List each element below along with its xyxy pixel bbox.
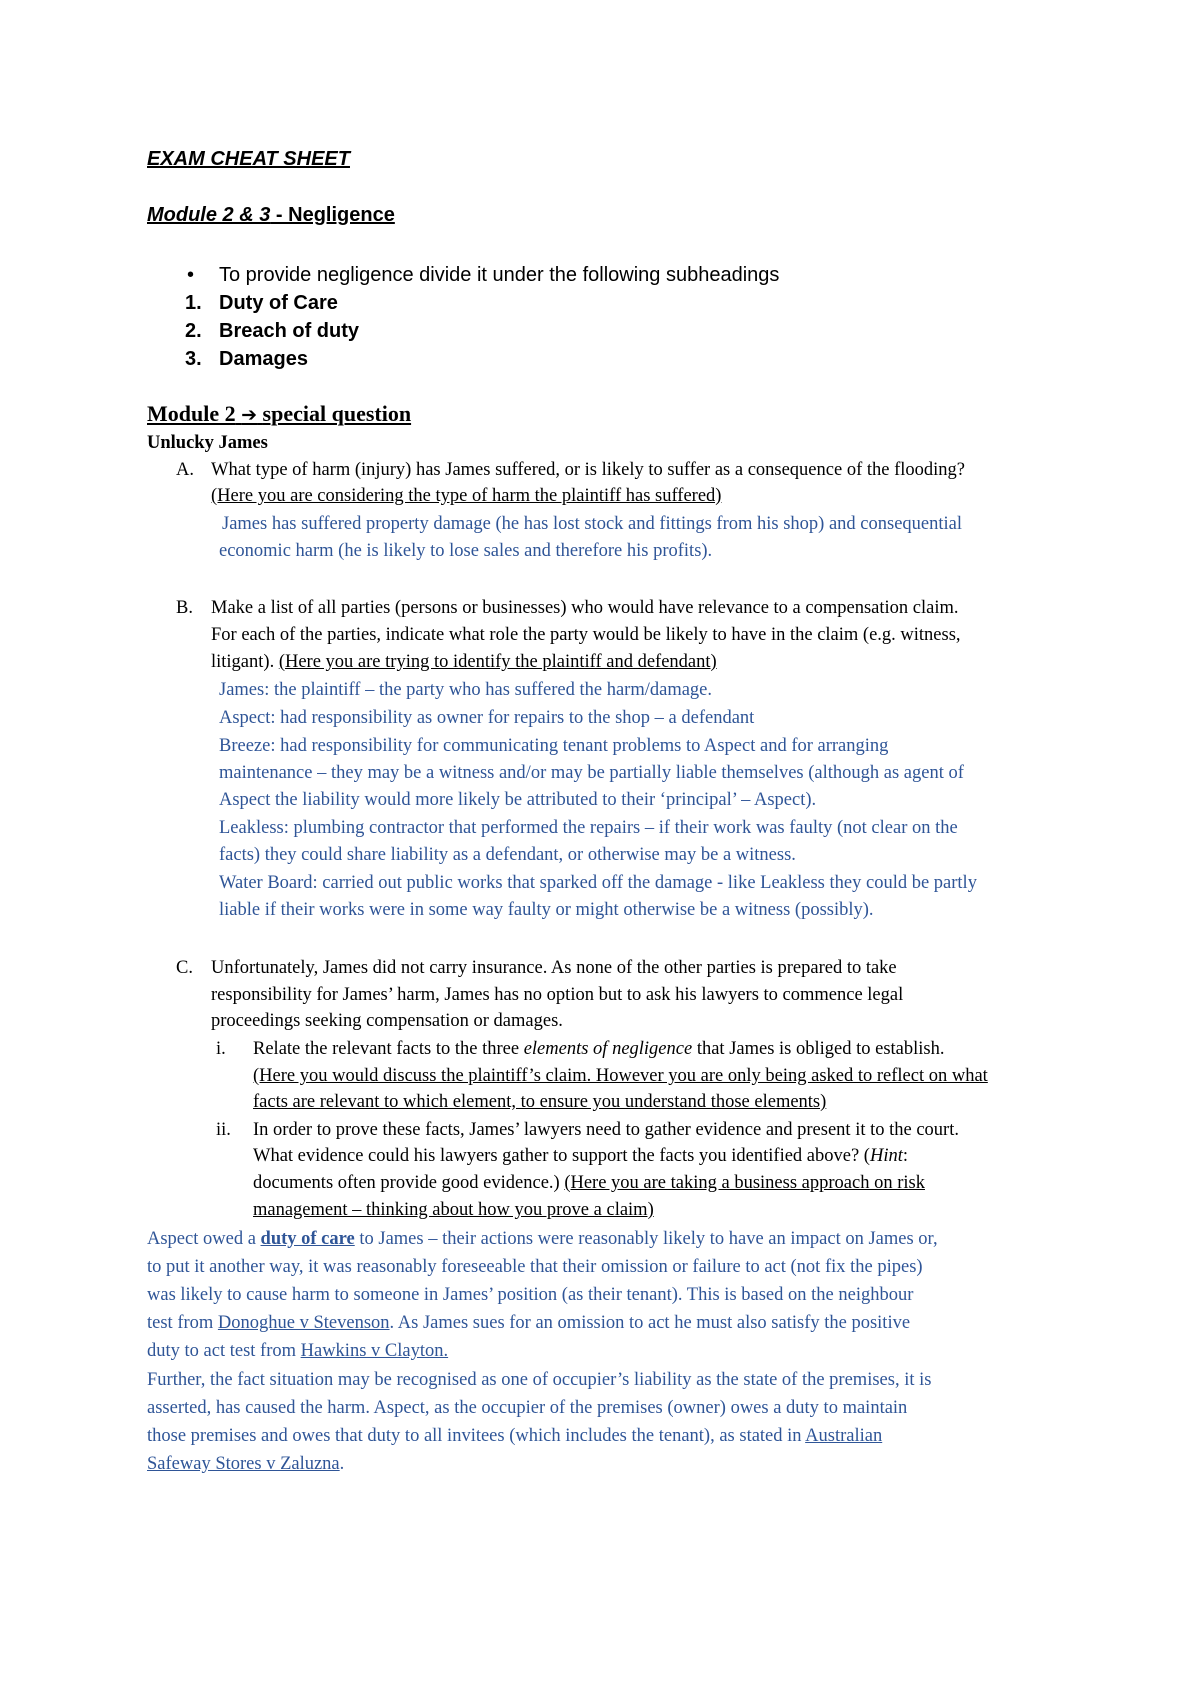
question-b-answer-line: Breeze: had responsibility for communicating tenant problems to Aspect and for arranging	[219, 736, 889, 756]
question-b-marker: B.	[176, 598, 193, 618]
answer-c-line: to put it another way, it was reasonably foreseeable that their omission or failure to act (not fix the pipes)	[147, 1257, 923, 1277]
question-b-answer-line: facts) they could share liability as a defendant, or otherwise may be a witness.	[219, 845, 796, 865]
answer-c-line: duty to act test from Hawkins v Clayton.	[147, 1341, 449, 1361]
numbered-marker: 2.	[185, 320, 202, 342]
sub-i-text: Relate the relevant facts to the three elements of negligence that James is obliged to establish.	[253, 1039, 945, 1059]
sub-i-marker: i.	[216, 1039, 226, 1059]
question-b-answer-line: Water Board: carried out public works that sparked off the damage - like Leakless they could be partly	[219, 873, 977, 893]
case-title: Unlucky James	[147, 433, 268, 453]
emphasis-elements: elements of negligence	[523, 1039, 693, 1059]
numbered-marker: 3.	[185, 348, 202, 370]
question-b-answer-line: Aspect: had responsibility as owner for repairs to the shop – a defendant	[219, 708, 755, 728]
sub-ii-hint: management – thinking about how you prove a claim)	[253, 1200, 654, 1220]
question-b-answer-line: Leakless: plumbing contractor that performed the repairs – if their work was faulty (not clear on the	[219, 818, 958, 838]
hawkins-link[interactable]: Hawkins v Clayton.	[300, 1341, 449, 1361]
answer-c-line: Safeway Stores v Zaluzna.	[147, 1454, 345, 1474]
module-2-subtitle: special question	[262, 401, 412, 426]
question-a-hint: (Here you are considering the type of harm the plaintiff has suffered)	[211, 486, 722, 506]
numbered-text: Damages	[219, 348, 308, 370]
answer-c-line: test from Donoghue v Stevenson. As James sues for an omission to act he must also satisfy the positive	[147, 1313, 911, 1333]
safeway-zaluzna-link[interactable]: Safeway Stores v Zaluzna	[147, 1454, 340, 1474]
answer-c-line: Further, the fact situation may be recognised as one of occupier’s liability as the state of the premises, it is	[147, 1370, 932, 1390]
numbered-marker: 1.	[185, 292, 202, 314]
sub-ii-text: What evidence could his lawyers gather to support the facts you identified above? (Hint:	[253, 1146, 908, 1166]
arrow-icon: ➔	[241, 404, 258, 426]
sub-ii-marker: ii.	[216, 1120, 231, 1140]
answer-c-line: those premises and owes that duty to all invitees (which includes the tenant), as stated in Australian	[147, 1426, 883, 1446]
question-b-answer-line: James: the plaintiff – the party who has suffered the harm/damage.	[219, 680, 713, 700]
module-heading-number: Module 2 & 3	[147, 204, 271, 226]
question-c-text: proceedings seeking compensation or damages.	[211, 1011, 563, 1031]
duty-of-care-link[interactable]: duty of care	[260, 1229, 355, 1249]
question-b-hint: (Here you are trying to identify the plaintiff and defendant)	[278, 652, 717, 672]
answer-c-line: asserted, has caused the harm. Aspect, as the occupier of the premises (owner) owes a duty to maintain	[147, 1398, 908, 1418]
module-heading-topic: - Negligence	[270, 204, 395, 226]
numbered-text: Duty of Care	[219, 292, 338, 314]
australian-safeway-link[interactable]: Australian	[805, 1426, 883, 1446]
module-heading	[147, 204, 395, 227]
question-b-text: Make a list of all parties (persons or businesses) who would have relevance to a compensation claim.	[211, 598, 959, 618]
question-b-answer-line: maintenance – they may be a witness and/or may be partially liable themselves (although as agent of	[219, 763, 964, 783]
sub-ii-text: documents often provide good evidence.) (Here you are taking a business approach on risk	[253, 1173, 925, 1193]
numbered-text: Breach of duty	[219, 320, 360, 342]
question-b-text-last: litigant). (Here you are trying to identify the plaintiff and defendant)	[211, 652, 717, 672]
intro-bullet-text: To provide negligence divide it under the following subheadings	[219, 264, 780, 286]
sub-ii-hint: (Here you are taking a business approach on risk	[564, 1173, 925, 1193]
answer-c-line: Aspect owed a duty of care to James – their actions were reasonably likely to have an impact on James or,	[147, 1229, 938, 1249]
page-title: EXAM CHEAT SHEET	[147, 148, 350, 170]
module-2-label: Module 2	[147, 401, 236, 426]
sub-ii-text: In order to prove these facts, James’ lawyers need to gather evidence and present it to the court.	[253, 1120, 959, 1140]
question-c-text: responsibility for James’ harm, James has no option but to ask his lawyers to commence legal	[211, 985, 904, 1005]
question-b-text: For each of the parties, indicate what role the party would be likely to have in the claim (e.g. witness,	[211, 625, 961, 645]
question-c-marker: C.	[176, 958, 193, 978]
emphasis-hint: Hint	[869, 1146, 903, 1166]
bullet-marker: •	[187, 264, 195, 286]
sub-i-hint: facts are relevant to which element, to ensure you understand those elements)	[253, 1092, 827, 1112]
sub-i-hint: (Here you would discuss the plaintiff’s claim. However you are only being asked to reflect on what	[253, 1066, 988, 1086]
question-b-answer-line: Aspect the liability would more likely be attributed to their ‘principal’ – Aspect).	[219, 790, 817, 810]
question-a-text: What type of harm (injury) has James suffered, or is likely to suffer as a consequence of the flooding?	[211, 460, 965, 480]
answer-c-line: was likely to cause harm to someone in James’ position (as their tenant). This is based on the neighbour	[147, 1285, 914, 1305]
question-a-answer-line: economic harm (he is likely to lose sales and therefore his profits).	[219, 541, 713, 561]
question-c-text: Unfortunately, James did not carry insurance. As none of the other parties is prepared to take	[211, 958, 897, 978]
question-b-answer-line: liable if their works were in some way faulty or might otherwise be a witness (possibly).	[219, 900, 874, 920]
question-a-answer-line: James has suffered property damage (he has lost stock and fittings from his shop) and consequential	[222, 514, 962, 534]
module-2-heading	[147, 401, 411, 427]
donoghue-link[interactable]: Donoghue v Stevenson	[217, 1313, 390, 1333]
question-a-marker: A.	[176, 460, 194, 480]
